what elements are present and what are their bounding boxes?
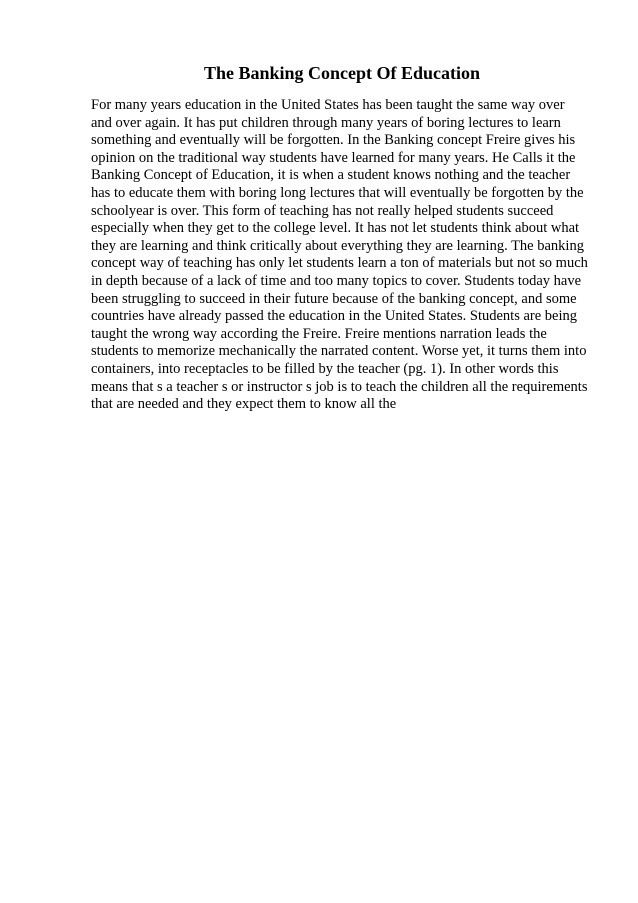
body-line: has to educate them with boring long lectures that will eventually be forgotten by the: [91, 184, 584, 201]
body-line: For many years education in the United States has been taught the same way over: [91, 97, 565, 113]
document-title: The Banking Concept Of Education: [203, 63, 481, 83]
body-line: that are needed and they expect them to know all the: [91, 396, 397, 413]
body-line: been struggling to succeed in their future because of the banking concept, and some: [91, 290, 577, 307]
body-line: students to memorize mechanically the narrated content. Worse yet, it turns them into: [91, 343, 587, 360]
body-line: opinion on the traditional way students have learned for many years. He Calls it the: [91, 149, 576, 166]
body-line: schoolyear is over. This form of teaching has not really helped students succeed: [91, 202, 554, 219]
body-line: especially when they get to the college level. It has not let students think about what: [91, 220, 580, 237]
body-line: something and eventually will be forgotten. In the Banking concept Freire gives his: [91, 132, 576, 149]
document-body: [91, 97, 611, 414]
body-line: means that s a teacher s or instructor s job is to teach the children all the requirements: [91, 378, 588, 395]
body-line: countries have already passed the education in the United States. Students are being: [91, 308, 578, 325]
body-line: in depth because of a lack of time and too many topics to cover. Students today have: [91, 272, 582, 289]
body-line: they are learning and think critically about everything they are learning. The banking: [91, 237, 584, 254]
body-line: concept way of teaching has only let students learn a ton of materials but not so much: [91, 255, 588, 272]
body-line: Banking Concept of Education, it is when a student knows nothing and the teacher: [91, 167, 571, 184]
body-line: containers, into receptacles to be filled by the teacher (pg. 1). In other words this: [91, 360, 559, 377]
body-line: and over again. It has put children through many years of boring lectures to learn: [91, 114, 561, 131]
body-line: taught the wrong way according the Freire. Freire mentions narration leads the: [91, 325, 547, 342]
